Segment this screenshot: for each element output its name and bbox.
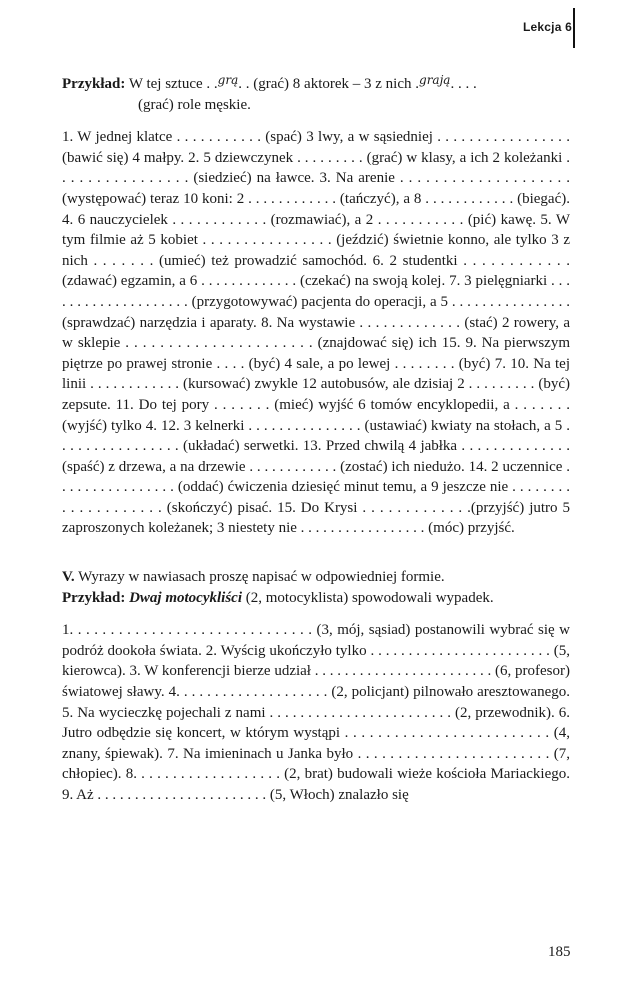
page-content — [62, 74, 570, 806]
example-answer-2: grają — [419, 73, 451, 87]
section5-exercise: 1. . . . . . . . . . . . . . . . . . . . . . . . . . . . . . (3, mój, sąsiad) postanowili wybrać się w podróż dookoła świata. 2. Wyścig ukończyło tylko . . . . . . . . . . . . . . . . . . . . . . . . (5, kierowca). 3. W konferencji bierze udział . . . . . . . . . . . . . . . . . . . . . . . . (6, profesor) światowej sławy. 4. . . . . . . . . . . . . . . . . . . . (2, policjant) pilnowało aresztowanego. 5. Na wycieczkę pojechali z nami . . . . . . . . . . . . . . . . . . . . . . . . (2, przewodnik). 6. Jutro odbędzie się koncert, w którym wystąpi . . . . . . . . . . . . . . . . . . . . . . . . . (4, znany, śpiewak). 7. Na imieninach u Janka było . . . . . . . . . . . . . . . . . . . . . . . . (7, chłopiec). 8. . . . . . . . . . . . . . . . . . . (2, brat) budowali wieże kościoła Mariackiego. 9. Aż . . . . . . . . . . . . . . . . . . . . . . . (5, Włoch) znalazło się — [62, 622, 570, 803]
section5-number: V. — [62, 569, 75, 586]
header-rule — [573, 8, 575, 48]
example-answer-1: grą — [217, 73, 239, 87]
section5-example-label: Przykład: — [62, 589, 126, 606]
section5-example-answer: Dwaj motocykliści — [129, 589, 242, 606]
section5-example-rest: (2, motocyklista) spowodowali wypadek. — [245, 589, 494, 606]
section5-instruction: Wyrazy w nawiasach proszę napisać w odpowiedniej formie. — [78, 569, 445, 586]
example-text-2: . . (grać) 8 aktorek – 3 z nich . — [238, 76, 420, 92]
example-continuation: (grać) role męskie. — [138, 96, 251, 113]
lesson-header: Lekcja 6 — [523, 20, 572, 34]
section4-example — [62, 74, 570, 115]
page-number: 185 — [548, 944, 571, 960]
example-text-3: . . . . — [450, 76, 477, 92]
section5 — [62, 567, 570, 806]
example-label: Przykład: — [62, 76, 126, 92]
section4-exercise: 1. W jednej klatce . . . . . . . . . . . (spać) 3 lwy, a w sąsiedniej . . . . . . . . . . . . . . . . . (bawić się) 4 małpy. 2. 5 dziewczynek . . . . . . . . . (grać) w klasy, a ich 2 koleżanki . . . . . . . . . . . . . . . . (siedzieć) na ławce. 3. Na arenie . . . . . . . . . . . . . . . . . . . .(występować) teraz 10 koni: 2 . . . . . . . . . . . . (tańczyć), a 8 . . . . . . . . . . . . (biegać). 4. 6 nauczycielek . . . . . . . . . . . . (rozmawiać), a 2 . . . . . . . . . . . (pić) kawę. 5. W tym filmie aż 5 kobiet . . . . . . . . . . . . . . . . (jeździć) świetnie konno, ale tylko 3 z nich . . . . . . . (umieć) też prowadzić samochód. 6. 2 studentki . . . . . . . . . . . . (zdawać) egzamin, a 6 . . . . . . . . . . . . . (czekać) na swoją kolej. 7. 3 pielęgniarki . . . . . . . . . . . . . . . . . . . . (przygotowywać) pacjenta do operacji, a 5 . . . . . . . . . . . . . . . . (sprawdzać) narzędzia i aparaty. 8. Na wystawie . . . . . . . . . . . . . (stać) 2 rowery, a w sklepie . . . . . . . . . . . . . . . . . . . . . . (znajdować się) ich 15. 9. Na pierwszym piętrze po prawej stronie . . . . (być) 4 sale, a po lewej . . . . . . . . (być) 7. 10. Na tej linii . . . . . . . . . . . . (kursować) zwykle 12 autobusów, ale dzisiaj 2 . . . . . . . . . (być) zepsute. 11. Do tej pory . . . . . . . (mieć) wyjść 6 tomów encyklopedii, a . . . . . . . (wyjść) tylko 4. 12. 3 kelnerki . . . . . . . . . . . . . . . (ustawiać) kwiaty na stołach, a 5 . . . . . . . . . . . . . . . . (układać) serwetki. 13. Przed chwilą 4 jabłka . . . . . . . . . . . . . . (spaść) z drzewa, a na drzewie . . . . . . . . . . . . (zostać) ich niedużo. 14. 2 uczennice . . . . . . . . . . . . . . . . (oddać) ćwiczenia dziesięć minut temu, a 9 jeszcze nie . . . . . . . . . . . . . . . . . . . . (skończyć) pisać. 15. Do Krysi . . . . . . . . . . . . .(przyjść) jutro 5 zaproszonych koleżanek; 3 niestety nie . . . . . . . . . . . . . . . . . (móc) przyjść. — [62, 129, 570, 537]
example-text-1: W tej sztuce . . — [128, 76, 218, 92]
